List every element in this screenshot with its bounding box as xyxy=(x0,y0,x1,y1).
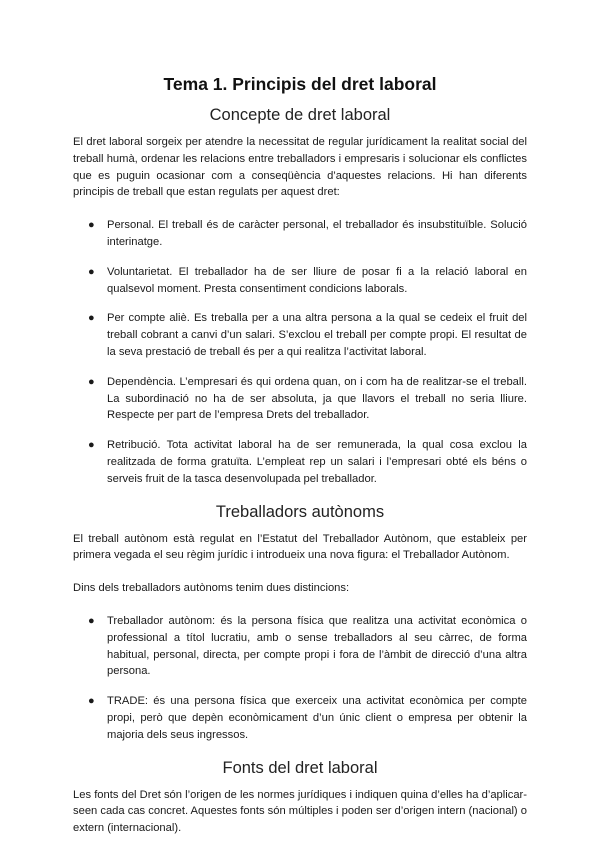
section-heading: Fonts del dret laboral xyxy=(222,758,378,777)
autonoms-list xyxy=(73,613,527,744)
section-concepte xyxy=(73,104,527,488)
bullet-icon: ● xyxy=(88,375,95,388)
section-intro: El dret laboral sorgeix per atendre la necessitat de regular jurídicament la realitat social del treball humà, ordenar les relacions entre treballadors i empresaris i solucionar els conflictes que es puguin ocasionar com a conseqüència d’aquestes relacions. Hi han diferents principis de treball que estan regulats per aquest dret: xyxy=(73,136,527,199)
section-fonts xyxy=(73,757,527,837)
list-item: ● Dependència. L’empresari és qui ordena quan, on i com ha de realitzar-se el treball. La subordinació no ha de ser absoluta, ja que llavors el treball no seria lliure. Respecte per part de l’empresa Drets del treballador. xyxy=(88,375,527,422)
section-heading: Concepte de dret laboral xyxy=(209,106,391,124)
section-intro: Les fonts del Dret són l’origen de les normes jurídiques i indiquen quina d’elles ha d’aplicar-seen cada cas concret. Aquestes fonts són múltiples i poden ser d’origen intern (nacional) o extern (internacional). xyxy=(73,788,527,835)
bullet-icon: ● xyxy=(88,312,95,325)
list-item: ● Retribució. Tota activitat laboral ha de ser remunerada, la qual cosa exclou la realitzada de forma gratuïta. L’empleat rep un salari i l’empresari obté els béns o serveis fruit de la tasca desenvolupada pel treballador. xyxy=(88,439,527,485)
list-item: ● TRADE: és una persona física que exerceix una activitat econòmica per compte propi, però que depèn econòmicament d’un únic client o empresa per obtenir la majoria dels seus ingressos. xyxy=(88,695,527,741)
bullet-icon: ● xyxy=(88,439,95,452)
section-heading: Treballadors autònoms xyxy=(215,502,385,521)
section-intro: El treball autònom està regulat en l’Estatut del Treballador Autònom, que estableix per primera vegada el seu règim jurídic i introdueix una nova figura: el Treballador Autònom. xyxy=(73,532,527,562)
bullet-icon: ● xyxy=(88,265,95,278)
list-item: ● Treballador autònom: és la persona física que realitza una activitat econòmica o professional a títol lucratiu, amb o sense treballadors al seu càrrec, de forma habitual, personal, directa, per compte propi i fora de l’àmbit de direcció d’una altra persona. xyxy=(88,614,527,678)
list-item: ● Voluntarietat. El treballador ha de ser lliure de posar fi a la relació laboral en qualsevol moment. Presta consentiment condicions laborals. xyxy=(88,265,527,295)
bullet-icon: ● xyxy=(88,695,95,708)
list-item: ● Personal. El treball és de caràcter personal, el treballador és insubstituïble. Solució interinatge. xyxy=(88,219,527,248)
principles-list xyxy=(73,217,527,487)
bullet-icon: ● xyxy=(88,614,95,627)
section-intro-2: Dins dels treballadors autònoms tenim dues distincions: xyxy=(73,582,350,595)
page-title: Tema 1. Principis del dret laboral xyxy=(163,74,437,94)
section-autonoms xyxy=(73,501,527,744)
bullet-icon: ● xyxy=(88,219,95,232)
list-item: ● Per compte aliè. Es treballa per a una altra persona a la qual se cedeix el fruit del treball cobrant a canvi d’un salari. S’exclou el treball per compte propi. El resultat de la seva prestació de treball és per a qui realitza l’activitat laboral. xyxy=(88,312,527,358)
